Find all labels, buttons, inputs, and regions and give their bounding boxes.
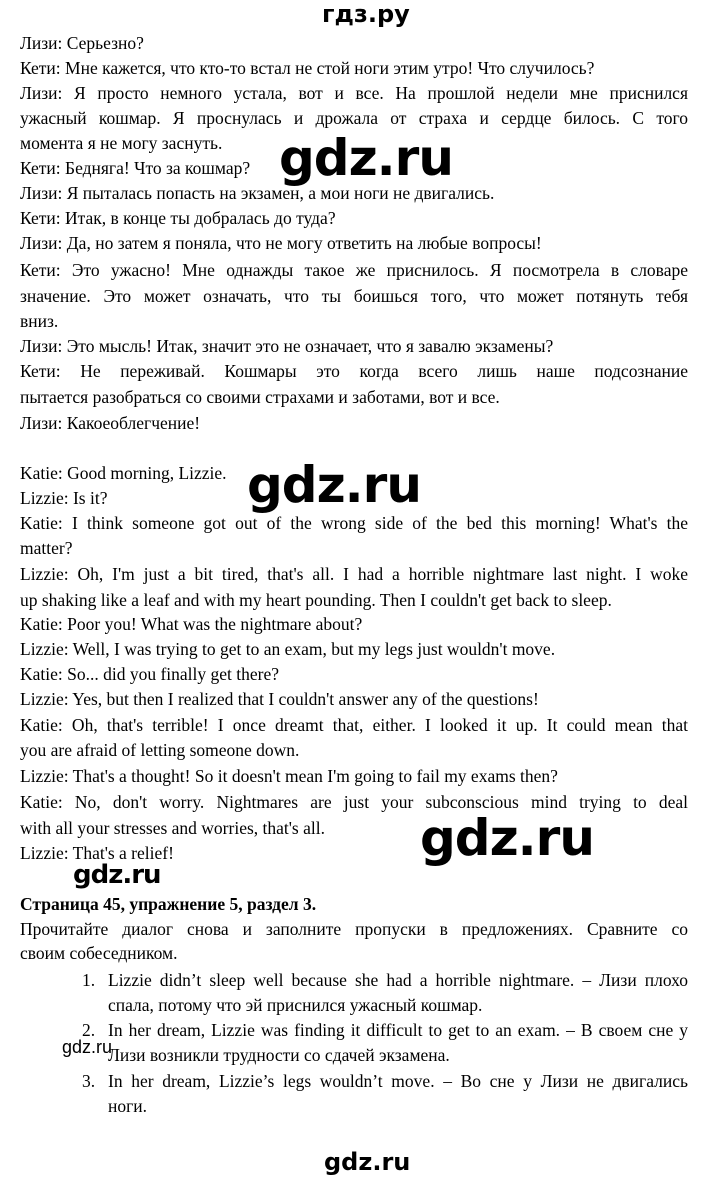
item-text: In her dream, Lizzie was finding it difficult to get to an exam. – В своем сне у	[108, 1020, 688, 1040]
en-line: up shaking like a leaf and with my heart pounding. Then I couldn't get back to sleep.	[20, 590, 612, 610]
en-line: Katie: Oh, that's terrible! I once dreamt that, either. I looked it up. It could mean that	[20, 715, 688, 735]
ru-line: Лизи: Это мысль! Итак, значит это не означает, что я завалю экзамены?	[20, 336, 554, 356]
ru-line: Кети: Это ужасно! Мне однажды такое же приснилось. Я посмотрела в словаре	[20, 260, 688, 280]
ru-line: Кети: Итак, в конце ты добралась до туда?	[20, 208, 336, 228]
en-line: Katie: So... did you finally get there?	[20, 664, 280, 684]
en-line: with all your stresses and worries, that's all.	[20, 818, 325, 838]
exercise-instruction: своим собеседником.	[20, 943, 178, 963]
item-text: In her dream, Lizzie’s legs wouldn’t move. – Во сне у Лизи не двигались	[108, 1071, 688, 1091]
item-text: спала, потому что эй приснился ужасный кошмар.	[108, 995, 483, 1015]
watermark-gdz-medium: gdz.ru	[73, 860, 161, 890]
ru-line: Кети: Мне кажется, что кто-то встал не стой ноги этим утро! Что случилось?	[20, 58, 595, 78]
ru-line: Лизи: Я просто немного устала, вот и все. На прошлой недели мне приснился	[20, 83, 688, 103]
ru-line: Лизи: Да, но затем я поняла, что не могу ответить на любые вопросы!	[20, 233, 542, 253]
ru-line: момента я не могу заснуть.	[20, 133, 223, 153]
en-line: Katie: Good morning, Lizzie.	[20, 463, 227, 483]
en-line: Lizzie: That's a relief!	[20, 843, 174, 863]
exercise-instruction: Прочитайте диалог снова и заполните пропуски в предложениях. Сравните со	[20, 919, 688, 939]
exercise-heading: Страница 45, упражнение 5, раздел 3.	[20, 894, 317, 914]
en-line: Lizzie: Yes, but then I realized that I couldn't answer any of the questions!	[20, 689, 539, 709]
ru-line: Лизи: Серьезно?	[20, 33, 144, 53]
item-text: ноги.	[108, 1096, 148, 1116]
en-line: Katie: I think someone got out of the wrong side of the bed this morning! What's the	[20, 513, 688, 533]
ru-line: ужасный кошмар. Я проснулась и дрожала от страха и сердце билось. С того	[20, 108, 688, 128]
en-line: Lizzie: That's a thought! So it doesn't mean I'm going to fail my exams then?	[20, 766, 558, 786]
watermark-gdz-2: gdz.ru	[247, 456, 421, 514]
ru-line: значение. Это может означать, что ты боишься того, что может потянуть тебя	[20, 286, 688, 306]
en-line: Lizzie: Well, I was trying to get to an exam, but my legs just wouldn't move.	[20, 639, 556, 659]
ru-line: Кети: Бедняга! Что за кошмар?	[20, 158, 251, 178]
en-line: matter?	[20, 538, 73, 558]
en-line: you are afraid of letting someone down.	[20, 740, 300, 760]
watermark-bottom: gdz.ru	[324, 1148, 411, 1176]
item-number: 3.	[82, 1071, 96, 1091]
item-number: 1.	[82, 970, 96, 990]
item-number: 2.	[82, 1020, 96, 1040]
en-line: Lizzie: Is it?	[20, 488, 108, 508]
watermark-top: гдз.ру	[322, 0, 410, 28]
ru-line: вниз.	[20, 311, 59, 331]
watermark-gdz-1: gdz.ru	[279, 129, 453, 187]
en-line: Lizzie: Oh, I'm just a bit tired, that's all. I had a horrible nightmare last night. I woke	[20, 564, 688, 584]
watermark-gdz-3: gdz.ru	[420, 809, 594, 867]
ru-line: пытается разобраться со своими страхами и заботами, вот и все.	[20, 387, 500, 407]
item-text: Лизи возникли трудности со сдачей экзамена.	[108, 1045, 450, 1065]
en-line: Katie: No, don't worry. Nightmares are just your subconscious mind trying to deal	[20, 792, 688, 812]
en-line: Katie: Poor you! What was the nightmare about?	[20, 614, 363, 634]
ru-line: Лизи: Я пыталась попасть на экзамен, а мои ноги не двигались.	[20, 183, 495, 203]
ru-line: Лизи: Какоеоблегчение!	[20, 413, 201, 433]
watermark-gdz-small: gdz.ru	[62, 1037, 113, 1057]
ru-line: Кети: Не переживай. Кошмары это когда всего лишь наше подсознание	[20, 361, 688, 381]
item-text: Lizzie didn’t sleep well because she had a horrible nightmare. – Лизи плохо	[108, 970, 688, 990]
